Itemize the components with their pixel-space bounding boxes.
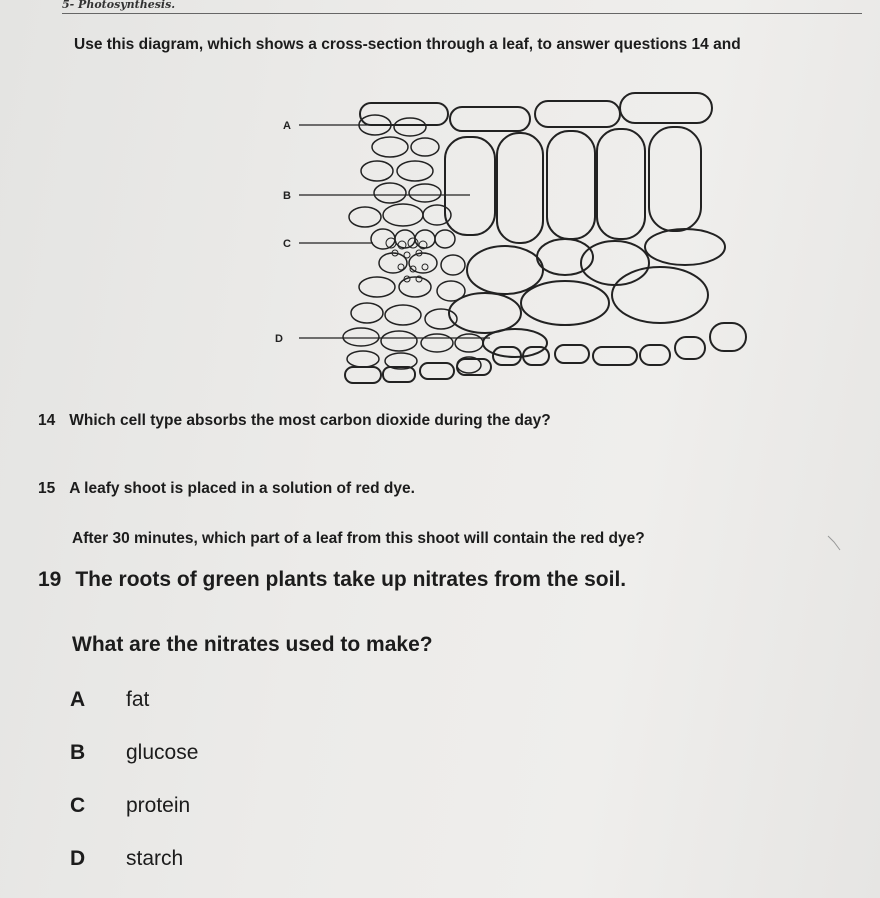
label-a: A <box>283 120 291 132</box>
option-d[interactable] <box>70 847 183 871</box>
question-19-followup: What are the nitrates used to make? <box>72 633 433 656</box>
question-14 <box>38 412 551 430</box>
option-b[interactable] <box>70 741 198 765</box>
intro-text: Use this diagram, which shows a cross-section through a leaf, to answer questions 14 and <box>74 36 741 53</box>
option-d-text: starch <box>126 847 184 870</box>
option-b-letter: B <box>70 741 86 764</box>
question-14-text: Which cell type absorbs the most carbon dioxide during the day? <box>69 412 551 429</box>
question-14-number: 14 <box>38 412 56 429</box>
option-a-letter: A <box>70 688 86 711</box>
header-rule <box>62 13 862 14</box>
option-d-letter: D <box>70 847 86 870</box>
question-15-number: 15 <box>38 480 56 497</box>
question-15 <box>38 480 415 498</box>
option-a-text: fat <box>126 688 150 711</box>
question-19-text: The roots of green plants take up nitrates from the soil. <box>75 568 627 591</box>
vein-bundle <box>343 115 483 373</box>
option-a[interactable] <box>70 688 149 712</box>
option-c-text: protein <box>126 794 191 817</box>
question-15-followup: After 30 minutes, which part of a leaf from this shoot will contain the red dye? <box>72 530 645 547</box>
label-b: B <box>283 190 291 202</box>
option-c-letter: C <box>70 794 86 817</box>
option-b-text: glucose <box>126 741 199 764</box>
label-c: C <box>283 238 291 250</box>
section-header: 5- Photosynthesis. <box>62 0 176 11</box>
leaf-cross-section-diagram <box>265 85 785 390</box>
option-c[interactable] <box>70 794 190 818</box>
palisade-layer <box>445 127 701 243</box>
upper-epidermis <box>360 93 712 131</box>
question-19-number: 19 <box>38 568 62 591</box>
label-d: D <box>275 333 283 345</box>
pencil-mark-icon <box>826 532 842 552</box>
question-19 <box>38 568 626 592</box>
question-15-text: A leafy shoot is placed in a solution of red dye. <box>69 480 415 497</box>
